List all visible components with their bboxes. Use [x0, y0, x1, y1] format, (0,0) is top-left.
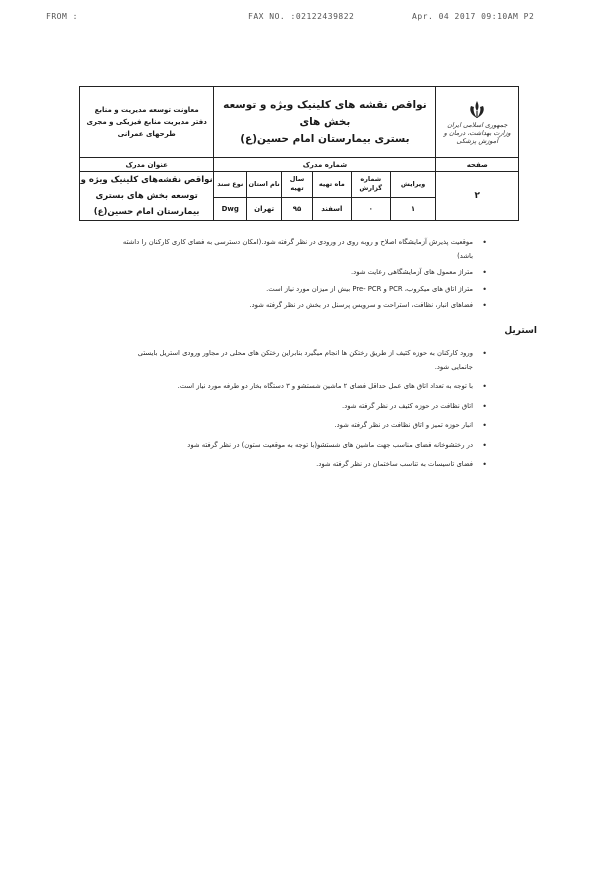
val-report-no: ۰: [351, 197, 390, 220]
sterile-notes-list: [118, 347, 483, 472]
title-line-1: نواقص نقشه های کلینیک ویژه و توسعه بخش های: [223, 98, 427, 128]
list-item: • فضاهای انبار، نظافت، استراحت و سرویس پرسنل در بخش در نظر گرفته شود.: [118, 299, 483, 313]
list-item: • ورود کارکنان به حوزه کثیف از طریق رختکن ها انجام میگیرد بنابراین رختکن های محلی در مجاور ورودی استریل بایستی جانمایی شود.: [118, 347, 483, 374]
lab-notes-list: [118, 236, 483, 313]
document-title: [214, 87, 436, 158]
lab-section: [118, 236, 483, 316]
ministry-name-line2: وزارت بهداشت، درمان و آموزش پزشکی: [443, 129, 511, 145]
fax-number: FAX NO. :02122439822: [248, 12, 355, 21]
col-report-no: شماره گزارش: [351, 172, 390, 198]
col-province: نام استان: [247, 172, 282, 198]
document-header-table: [79, 86, 519, 221]
ministry-name-line1: جمهوری اسلامی ایران: [447, 121, 508, 129]
doc-title-label: عنوان مدرک: [80, 158, 214, 172]
doc-title-value: نواقص نقشه‌های کلینیک ویژه و توسعه بخش های بستری بیمارستان امام حسین(ع): [80, 172, 214, 221]
list-item: • انبار حوزه تمیز و اتاق نظافت در نظر گرفته شود.: [118, 419, 483, 433]
list-item: • متراژ اتاق های میکروب، PCR و Pre- PCR بیش از میزان مورد نیاز است.: [118, 283, 483, 297]
iran-emblem-icon: [466, 99, 488, 121]
page-number: ۲: [436, 172, 519, 221]
col-prep-month: ماه تهیه: [312, 172, 351, 198]
list-item: • اتاق نظافت در حوزه کثیف در نظر گرفته شود.: [118, 400, 483, 414]
fax-from: FROM :: [46, 12, 78, 21]
val-prep-year: ۹۵: [282, 197, 313, 220]
org-line-3: طرحهای عمرانی: [117, 130, 176, 138]
col-doc-type: نوع سند: [214, 172, 247, 198]
emblem-cell: [436, 87, 519, 158]
title-line-2: بستری بیمارستان امام حسین(ع): [240, 132, 410, 145]
list-item: • با توجه به تعداد اتاق های عمل حداقل فضای ۲ ماشین شستشو و ۳ دستگاه بخار دو طرفه مورد نیاز است.: [118, 380, 483, 394]
sterile-section-title: استریل: [504, 326, 537, 336]
list-item: • فضای تاسیسات به تناسب ساختمان در نظر گرفته شود.: [118, 458, 483, 472]
val-doc-type: Dwg: [214, 197, 247, 220]
doc-number-label: شماره مدرک: [214, 158, 436, 172]
organization: [80, 87, 214, 158]
col-revision: ویرایش: [390, 172, 436, 198]
fax-date-page: Apr. 04 2017 09:10AM P2: [412, 12, 535, 21]
val-revision: ۱: [390, 197, 436, 220]
list-item: • در رختشوخانه فضای مناسب جهت ماشین های شستشو(با توجه به موقعیت ستون) در نظر گرفته شود: [118, 439, 483, 453]
org-line-1: معاونت توسعه مدیریت و منابع: [94, 106, 199, 114]
list-item: • موقعیت پذیرش آزمایشگاه اصلاح و روبه روی در ورودی در نظر گرفته شود.(امکان دسترسی به فضای کاری کارکنان را داشته باشد): [118, 236, 483, 263]
page-label: صفحه: [436, 158, 519, 172]
val-province: تهران: [247, 197, 282, 220]
sterile-section: [118, 347, 483, 478]
list-item: • متراژ معمول های آزمایشگاهی رعایت شود.: [118, 266, 483, 280]
col-prep-year: سال تهیه: [282, 172, 313, 198]
val-prep-month: اسفند: [312, 197, 351, 220]
org-line-2: دفتر مدیریت منابع فیزیکی و مجری: [86, 118, 207, 126]
